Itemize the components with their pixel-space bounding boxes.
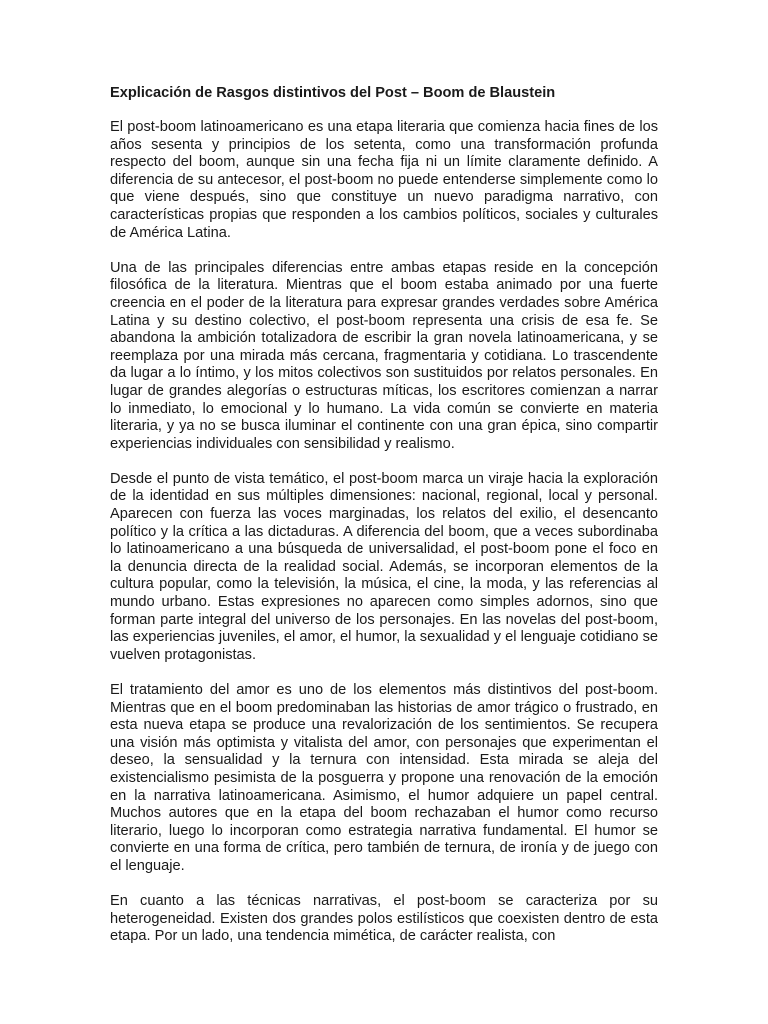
paragraph-4: El tratamiento del amor es uno de los elementos más distintivos del post-boom. Mientras que en el boom predominaban las historias de amor trágico o frustrado, en esta nueva etapa se produce una revalorización de los sentimientos. Se recupera una visión más optimista y vitalista del amor, con personajes que experimentan el deseo, la sensualidad y la ternura con intensidad. Esta mirada se aleja del existencialismo pesimista de la posguerra y propone una renovación de la emoción en la narrativa latinoamericana. Asimismo, el humor adquiere un papel central. Muchos autores que en la etapa del boom rechazaban el humor como recurso literario, luego lo incorporan como estrategia narrativa fundamental. El humor se convierte en una forma de crítica, pero también de ternura, de ironía y de juego con el lenguaje.: [110, 682, 658, 874]
document-page: [110, 84, 658, 964]
paragraph-2: Una de las principales diferencias entre ambas etapas reside en la concepción filosófica de la literatura. Mientras que el boom estaba animado por una fuerte creencia en el poder de la literatura para expresar grandes verdades sobre América Latina y su destino colectivo, el post-boom representa una crisis de esa fe. Se abandona la ambición totalizadora de escribir la gran novela latinoamericana, y se reemplaza por una mirada más cercana, fragmentaria y cotidiana. Lo trascendente da lugar a lo íntimo, y los mitos colectivos son sustituidos por relatos personales. En lugar de grandes alegorías o estructuras míticas, los escritores comienzan a narrar lo inmediato, lo emocional y lo humano. La vida común se convierte en materia literaria, y ya no se busca iluminar el continente con una gran épica, sino compartir experiencias individuales con sensibilidad y realismo.: [110, 259, 658, 452]
paragraph-3: Desde el punto de vista temático, el post-boom marca un viraje hacia la exploración de la identidad en sus múltiples dimensiones: nacional, regional, local y personal. Aparecen con fuerza las voces marginadas, los relatos del exilio, el desencanto político y la crítica a las dictaduras. A diferencia del boom, que a veces subordinaba lo latinoamericano a una búsqueda de universalidad, el post-boom pone el foco en la denuncia directa de la realidad social. Además, se incorporan elementos de la cultura popular, como la televisión, la música, el cine, la moda, y las referencias al mundo urbano. Estas expresiones no aparecen como simples adornos, sino que forman parte integral del universo de los personajes. En las novelas del post-boom, las experiencias juveniles, el amor, el humor, la sexualidad y el lenguaje cotidiano se vuelven protagonistas.: [110, 470, 658, 663]
paragraph-1: El post-boom latinoamericano es una etapa literaria que comienza hacia fines de los años sesenta y principios de los setenta, como una transformación profunda respecto del boom, aunque sin una fecha fija ni un límite claramente definido. A diferencia de su antecesor, el post-boom no puede entenderse simplemente como lo que viene después, sino que constituye un nuevo paradigma narrativo, con características propias que responden a los cambios políticos, sociales y culturales de América Latina.: [110, 119, 658, 241]
document-title: Explicación de Rasgos distintivos del Post – Boom de Blaustein: [110, 85, 556, 101]
paragraph-5: En cuanto a las técnicas narrativas, el post-boom se caracteriza por su heterogeneidad. Existen dos grandes polos estilísticos que coexisten dentro de esta etapa. Por un lado, una tendencia mimética, de carácter realista, con: [110, 893, 658, 945]
